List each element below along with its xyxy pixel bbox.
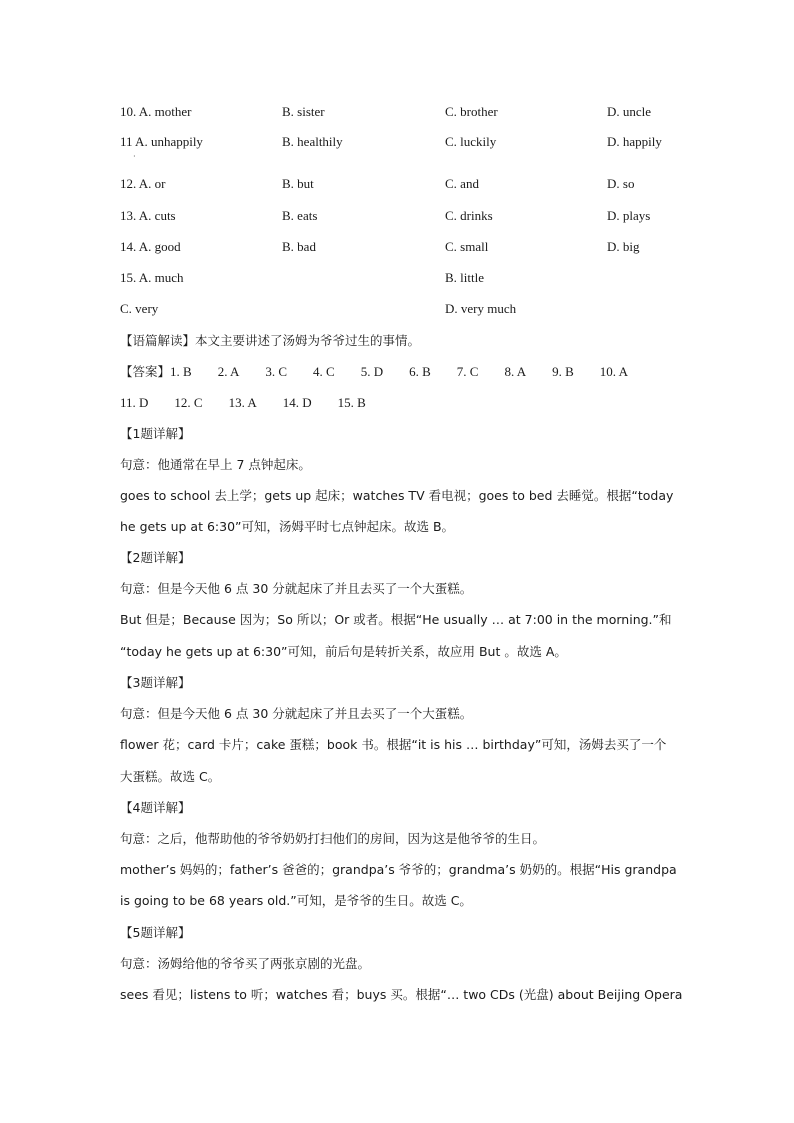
sentence-meaning: 句意：但是今天他 6 点 30 分就起床了并且去买了一个大蛋糕。 <box>120 706 473 721</box>
reading-summary: 【语篇解读】本文主要讲述了汤姆为爷爷过生的事情。 <box>120 333 421 348</box>
option-a: 10. A. mother <box>120 104 192 119</box>
answer-item: 3. C <box>265 364 288 379</box>
explanation-line: is going to be 68 years old.”可知，是爷爷的生日。故选 C。 <box>120 893 472 908</box>
option-c: C. luckily <box>445 134 497 149</box>
sentence-meaning: 句意：汤姆给他的爷爷买了两张京剧的光盘。 <box>120 956 371 971</box>
option-d: D. big <box>607 239 640 254</box>
option-c: C. small <box>445 239 489 254</box>
option-a: 14. A. good <box>120 239 181 254</box>
option-a: 15. A. much <box>120 270 184 285</box>
option-b: B. little <box>445 270 484 285</box>
option-b: B. bad <box>282 239 316 254</box>
option-c: C. brother <box>445 104 498 119</box>
sentence-meaning: 句意：他通常在早上 7 点钟起床。 <box>120 457 311 472</box>
section-title: 【1题详解】 <box>120 426 191 441</box>
explanation-line: goes to school 去上学；gets up 起床；watches TV 看电视；goes to bed 去睡觉。根据“today <box>120 488 674 503</box>
answer-item: 1. B <box>170 364 192 379</box>
answer-item: 5. D <box>360 364 384 379</box>
section-title: 【2题详解】 <box>120 550 191 565</box>
question-15-options-row2 <box>0 298 794 320</box>
explanation-line: flower 花；card 卡片；cake 蛋糕；book 书。根据“it is his … birthday”可知，汤姆去买了一个 <box>120 737 667 752</box>
option-a: 11 A. unhappily <box>120 134 203 149</box>
option-c: C. drinks <box>445 208 493 223</box>
option-d: D. uncle <box>607 104 652 119</box>
answer-item: 2. A <box>217 364 240 379</box>
stray-dot: · <box>133 152 136 161</box>
answer-item: 6. B <box>409 364 431 379</box>
answer-key-row2 <box>120 392 392 414</box>
question-12-options <box>0 173 794 195</box>
option-b: B. eats <box>282 208 318 223</box>
option-c: C. very <box>120 301 159 316</box>
option-b: B. sister <box>282 104 325 119</box>
option-a: 13. A. cuts <box>120 208 176 223</box>
option-d: D. happily <box>607 134 662 149</box>
section-title: 【3题详解】 <box>120 675 191 690</box>
answer-item: 4. C <box>313 364 335 379</box>
answer-item: 15. B <box>337 395 366 410</box>
option-d: D. very much <box>445 301 517 316</box>
sentence-meaning: 句意：但是今天他 6 点 30 分就起床了并且去买了一个大蛋糕。 <box>120 581 473 596</box>
question-13-options <box>0 205 794 227</box>
answer-item: 11. D <box>120 395 149 410</box>
question-10-options <box>0 101 794 123</box>
option-b: B. healthily <box>282 134 343 149</box>
answers-label: 【答案】 <box>120 364 171 379</box>
explanation-line: “today he gets up at 6:30”可知，前后句是转折关系，故应用 But 。故选 A。 <box>120 644 567 659</box>
question-14-options <box>0 236 794 258</box>
option-d: D. plays <box>607 208 651 223</box>
option-b: B. but <box>282 176 314 191</box>
section-title: 【5题详解】 <box>120 925 191 940</box>
explanation-line: mother’s 妈妈的；father’s 爸爸的；grandpa’s 爷爷的；grandma’s 奶奶的。根据“His grandpa <box>120 862 677 877</box>
answer-item: 13. A <box>228 395 257 410</box>
question-11-options <box>0 131 794 153</box>
answer-key-row1 <box>120 361 628 383</box>
sentence-meaning: 句意：之后，他帮助他的爷爷奶奶打扫他们的房间，因为这是他爷爷的生日。 <box>120 831 546 846</box>
explanation-line: he gets up at 6:30”可知，汤姆平时七点钟起床。故选 B。 <box>120 519 455 534</box>
answer-item: 9. B <box>552 364 574 379</box>
answer-item: 14. D <box>282 395 312 410</box>
section-title: 【4题详解】 <box>120 800 191 815</box>
explanation-line: sees 看见；listens to 听；watches 看；buys 买。根据“… two CDs (光盘) about Beijing Opera <box>120 987 683 1002</box>
option-c: C. and <box>445 176 479 191</box>
answer-item: 12. C <box>174 395 203 410</box>
question-15-options-row1 <box>0 267 794 289</box>
option-d: D. so <box>607 176 635 191</box>
explanation-line: 大蛋糕。故选 C。 <box>120 769 221 784</box>
answer-item: 7. C <box>456 364 479 379</box>
answer-item: 8. A <box>504 364 527 379</box>
option-a: 12. A. or <box>120 176 166 191</box>
explanation-line: But 但是；Because 因为；So 所以；Or 或者。根据“He usually … at 7:00 in the morning.”和 <box>120 612 672 627</box>
answer-item: 10. A <box>599 364 628 379</box>
